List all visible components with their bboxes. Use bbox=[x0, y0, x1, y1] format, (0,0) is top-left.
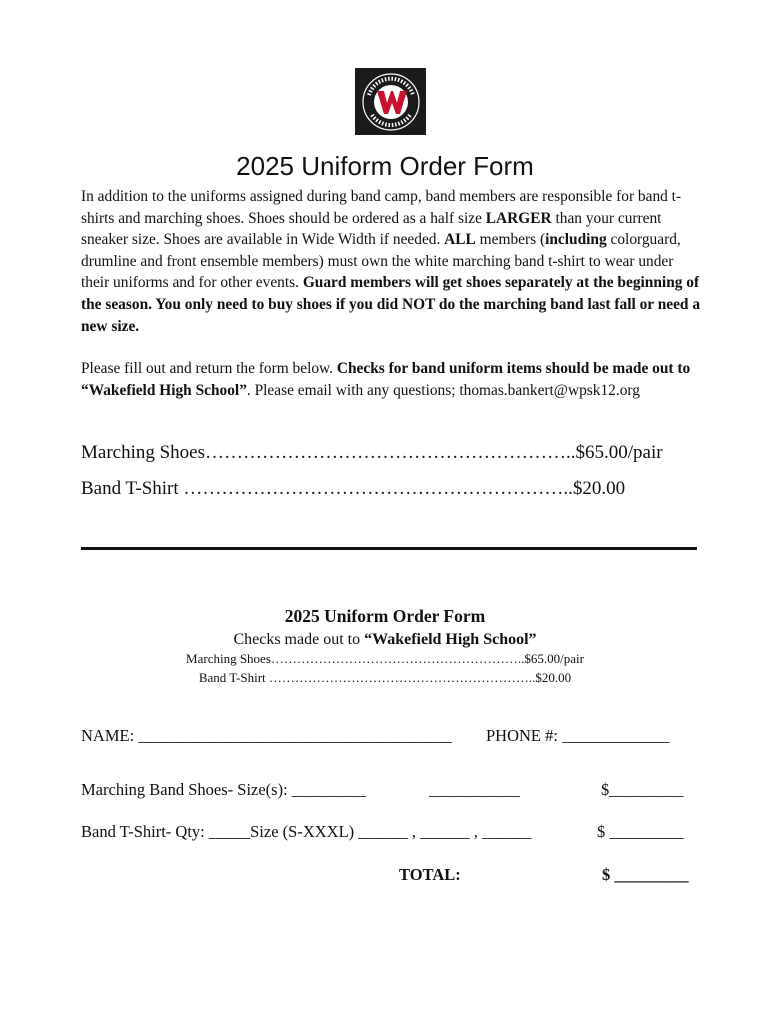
page-title: 2025 Uniform Order Form bbox=[236, 151, 534, 181]
tshirt-qty-size-field[interactable]: Band T-Shirt- Qty: _____Size (S-XXXL) ______ , ______ , ______ bbox=[81, 822, 532, 841]
name-field[interactable]: NAME: ______________________________________ bbox=[81, 726, 452, 745]
cut-divider-line bbox=[81, 547, 697, 550]
total-label: TOTAL: bbox=[399, 865, 461, 884]
price-line-band-tshirt: Band T-Shirt ……………………………………………………..$20.00 bbox=[81, 478, 626, 499]
form-price-band-tshirt: Band T-Shirt ……………………………………………………..$20.00 bbox=[198, 670, 572, 685]
shoes-amount-field[interactable]: $_________ bbox=[601, 780, 684, 799]
form-price-marching-shoes: Marching Shoes…………………………………………………..$65.00/pair bbox=[186, 651, 584, 666]
order-form-title: 2025 Uniform Order Form bbox=[284, 606, 486, 626]
wakefield-warrior-marching-band-logo bbox=[355, 68, 426, 135]
logo-badge-icon bbox=[359, 71, 423, 133]
intro-text bbox=[81, 186, 701, 401]
price-line-marching-shoes: Marching Shoes…………………………………………………..$65.00/pair bbox=[81, 442, 663, 463]
checks-payable-line: Checks made out to “Wakefield High School” bbox=[233, 631, 537, 648]
shoe-size-field[interactable]: Marching Band Shoes- Size(s): _________ bbox=[81, 780, 367, 799]
intro-paragraph-1: In addition to the uniforms assigned during band camp, band members are responsible for band t-shirts and marching shoes. Shoes should be ordered as a half size LARGER than your current sneaker size. Shoes are available in Wide Width if needed. ALL members (including colorguard, drumline and front ensemble members) must own the white marching band t-shirt to wear under their uniforms and for other events. Guard members will get shoes separately at the beginning of the season. You only need to buy shoes if you did NOT do the marching band last fall or need a new size. bbox=[81, 188, 701, 335]
total-amount-field[interactable]: $ _________ bbox=[602, 865, 689, 884]
tshirt-amount-field[interactable]: $ _________ bbox=[597, 822, 684, 841]
phone-field[interactable]: PHONE #: _____________ bbox=[486, 726, 670, 745]
intro-paragraph-2: Please fill out and return the form below. Checks for band uniform items should be made out to “Wakefield High School”. Please email with any questions; thomas.bankert@wpsk12.org bbox=[81, 360, 691, 399]
shoe-size-extra-field[interactable]: ___________ bbox=[429, 780, 520, 799]
